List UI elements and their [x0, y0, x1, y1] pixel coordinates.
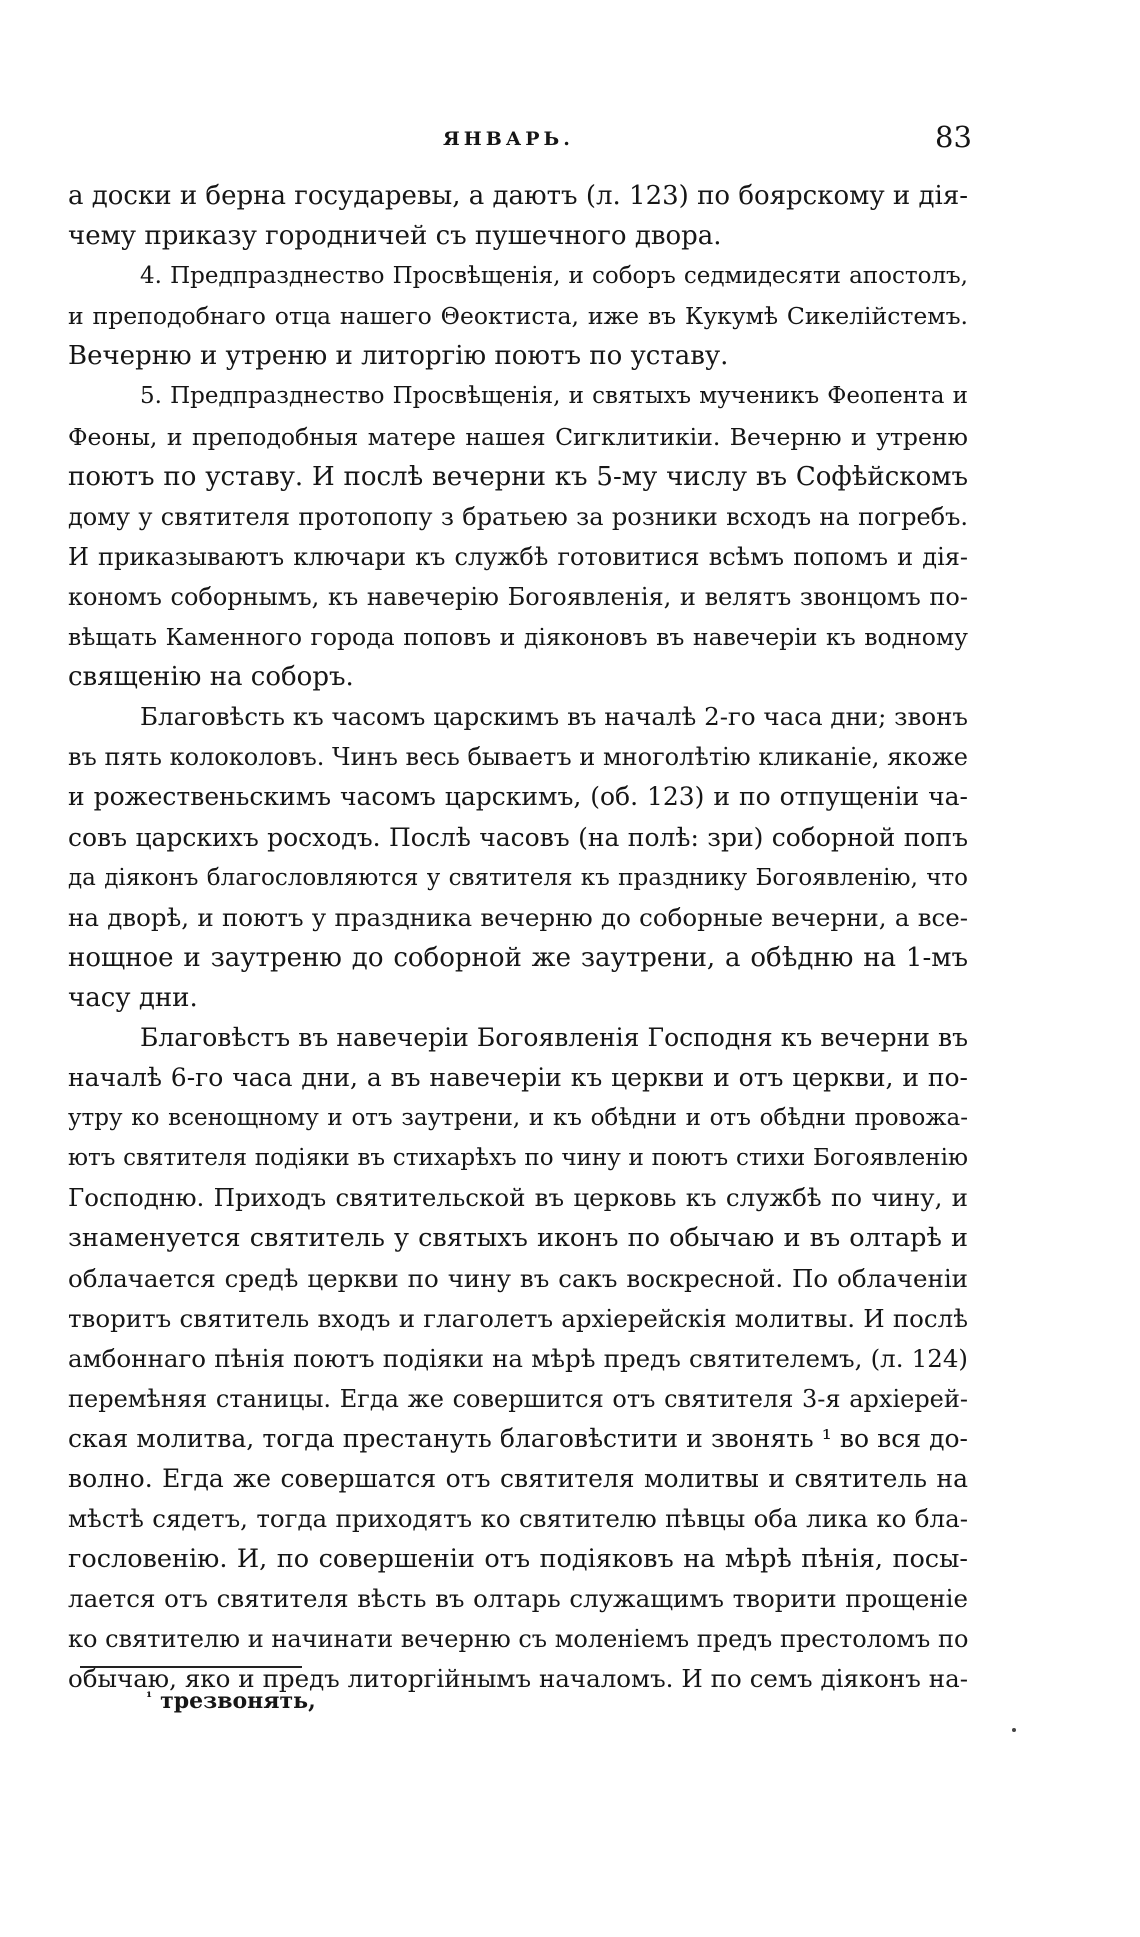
text-line: 4. Предпразднество Просвѣщенія, и соборъ седмидесяти апостолъ,: [140, 263, 968, 290]
text-line: ютъ святителя подіяки въ стихарѣхъ по чину и поютъ стихи Богоявленію: [68, 1145, 968, 1172]
text-line: Благовѣстъ въ навечеріи Богоявленія Господня къ вечерни въ: [140, 1022, 968, 1052]
text-line: и преподобнаго отца нашего Θеоктиста, иже въ Кукумѣ Сикелійстемъ.: [68, 302, 968, 331]
footnote-text: трезвонять,: [160, 1688, 316, 1714]
text-line: а доски и берна государевы, а даютъ (л. 123) по боярскому и дія-: [68, 181, 968, 211]
text-line: Благовѣсть къ часомъ царскимъ въ началѣ 2-го часа дни; звонъ: [140, 702, 968, 732]
text-line: И приказываютъ ключари къ службѣ готовитися всѣмъ попомъ и дія-: [68, 542, 968, 571]
text-line: священію на соборъ.: [68, 662, 354, 693]
paper-speck: [1012, 1728, 1016, 1732]
text-line: Вечерню и утреню и литоргію поютъ по уставу.: [68, 341, 729, 372]
text-line: знаменуется святитель у святыхъ иконъ по обычаю и въ олтарѣ и: [68, 1223, 968, 1254]
text-line: дому у святителя протопопу з братьею за розники всходъ на погребъ.: [68, 502, 968, 531]
text-line: нощное и заутреню до соборной же заутрени, а обѣдню на 1-мъ: [68, 942, 968, 973]
footnote: [146, 1688, 316, 1714]
text-line: облачается средѣ церкви по чину въ сакъ воскресной. По облаченіи: [68, 1263, 968, 1293]
text-line: ко святителю и начинати вечерню съ моленіемъ предъ престоломъ по: [68, 1625, 968, 1654]
text-line: ская молитва, тогда престануть благовѣстити и звонять ¹ во вся до-: [68, 1423, 968, 1453]
text-line: совъ царскихъ росходъ. Послѣ часовъ (на полѣ: зри) соборной попъ: [68, 822, 968, 852]
text-line: поютъ по уставу. И послѣ вечерни къ 5-му числу въ Софѣйскомъ: [68, 461, 968, 492]
text-line: лается отъ святителя вѣсть въ олтарь служащимъ творити прощеніе: [68, 1584, 968, 1614]
text-line: кономъ соборнымъ, къ навечерію Богоявленія, и велятъ звонцомъ по-: [68, 582, 968, 611]
text-line: началѣ 6-го часа дни, а въ навечеріи къ церкви и отъ церкви, и по-: [68, 1063, 968, 1093]
text-line: обычаю, яко и предъ литоргійнымъ началомъ. И по семъ діяконъ на-: [68, 1664, 968, 1694]
text-line: на дворѣ, и поютъ у праздника вечерню до соборные вечерни, а все-: [68, 902, 968, 932]
text-line: утру ко всенощному и отъ заутрени, и къ обѣдни и отъ обѣдни провожа-: [68, 1105, 968, 1132]
text-line: да діяконъ благословляются у святителя къ празднику Богоявленію, что: [68, 864, 968, 891]
page-number: 83: [935, 120, 972, 154]
running-head: ЯНВАРЬ.: [443, 128, 574, 150]
text-line: волно. Егда же совершатся отъ святителя молитвы и святитель на: [68, 1464, 968, 1493]
text-line: творитъ святитель входъ и глаголетъ архіерейскія молитвы. И послѣ: [68, 1303, 968, 1333]
text-line: Феоны, и преподобныя матере нашея Сигклитикіи. Вечерню и утреню: [68, 422, 968, 451]
text-line: вѣщать Каменного города поповъ и дiяконовъ въ навечеріи къ водному: [68, 623, 968, 652]
text-line: амбоннаго пѣнія поютъ подіяки на мѣрѣ предъ святителемъ, (л. 124): [68, 1343, 968, 1373]
text-line: и рожественьскимъ часомъ царскимъ, (об. 123) и по отпущеніи ча-: [68, 782, 968, 812]
text-line: мѣстѣ сядетъ, тогда приходятъ ко святителю пѣвцы оба лика ко бла-: [68, 1504, 968, 1534]
text-line: въ пять колоколовъ. Чинъ весь бываетъ и многолѣтію кликаніе, якоже: [68, 743, 968, 772]
text-line: чему приказу городничей съ пушечного двора.: [68, 221, 722, 252]
text-line: перемѣняя станицы. Егда же совершится отъ святителя 3-я архіерей-: [68, 1384, 968, 1413]
footnote-marker: ¹: [146, 1690, 153, 1706]
text-line: Господню. Приходъ святительской въ церковь къ службѣ по чину, и: [68, 1183, 968, 1213]
text-line: часу дни.: [68, 982, 198, 1013]
body-text: [68, 176, 968, 1700]
text-line: гословенію. И, по совершеніи отъ подіяковъ на мѣрѣ пѣнія, посы-: [68, 1544, 968, 1575]
text-line: 5. Предпразднество Просвѣщенія, и святыхъ мученикъ Феопента и: [140, 383, 968, 410]
footnote-divider: [80, 1666, 302, 1668]
